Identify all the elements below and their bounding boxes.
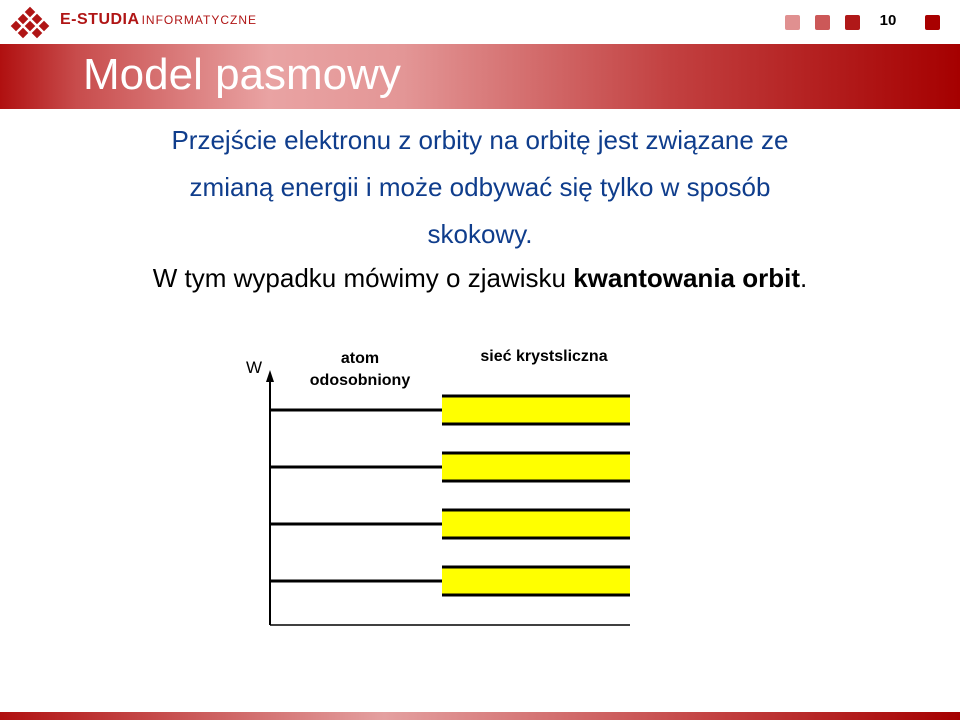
statement-line [0,263,960,294]
accent-square-1 [785,15,800,30]
page-number: 10 [879,12,897,29]
brand-sub: INFORMATYCZNE [141,13,258,27]
accent-square-4 [925,15,940,30]
isolated-atom-label-2: odosobniony [309,372,411,389]
accent-square-3 [845,15,860,30]
crystal-energy-band [442,396,630,424]
crystal-energy-band [442,510,630,538]
paragraph-line-3: skokowy. [427,219,533,249]
title-bar [0,44,960,109]
brand-main: E-STUDIA [60,11,140,28]
y-axis-arrow-icon [266,370,274,382]
footer-bar [0,712,960,720]
energy-levels [270,396,630,595]
brand-name [60,11,257,29]
statement-prefix: W tym wypadku mówimy o zjawisku [152,263,574,293]
paragraph-line-1: Przejście elektronu z orbity na orbitę jest związane ze [171,125,789,155]
crystal-label: sieć krystsliczna [480,348,608,365]
paragraph-line-2: zmianą energii i może odbywać się tylko w sposób [189,172,771,202]
crystal-energy-band [442,453,630,481]
slide-title: Model pasmowy [83,50,401,99]
energy-level-diagram [230,340,650,640]
crystal-energy-band [442,567,630,595]
statement-bold: kwantowania orbit [573,263,800,293]
e-studia-logo-icon [10,5,50,39]
axis-label: W [246,358,263,377]
statement-suffix: . [800,263,808,293]
isolated-atom-label-1: atom [340,350,380,367]
accent-square-2 [815,15,830,30]
